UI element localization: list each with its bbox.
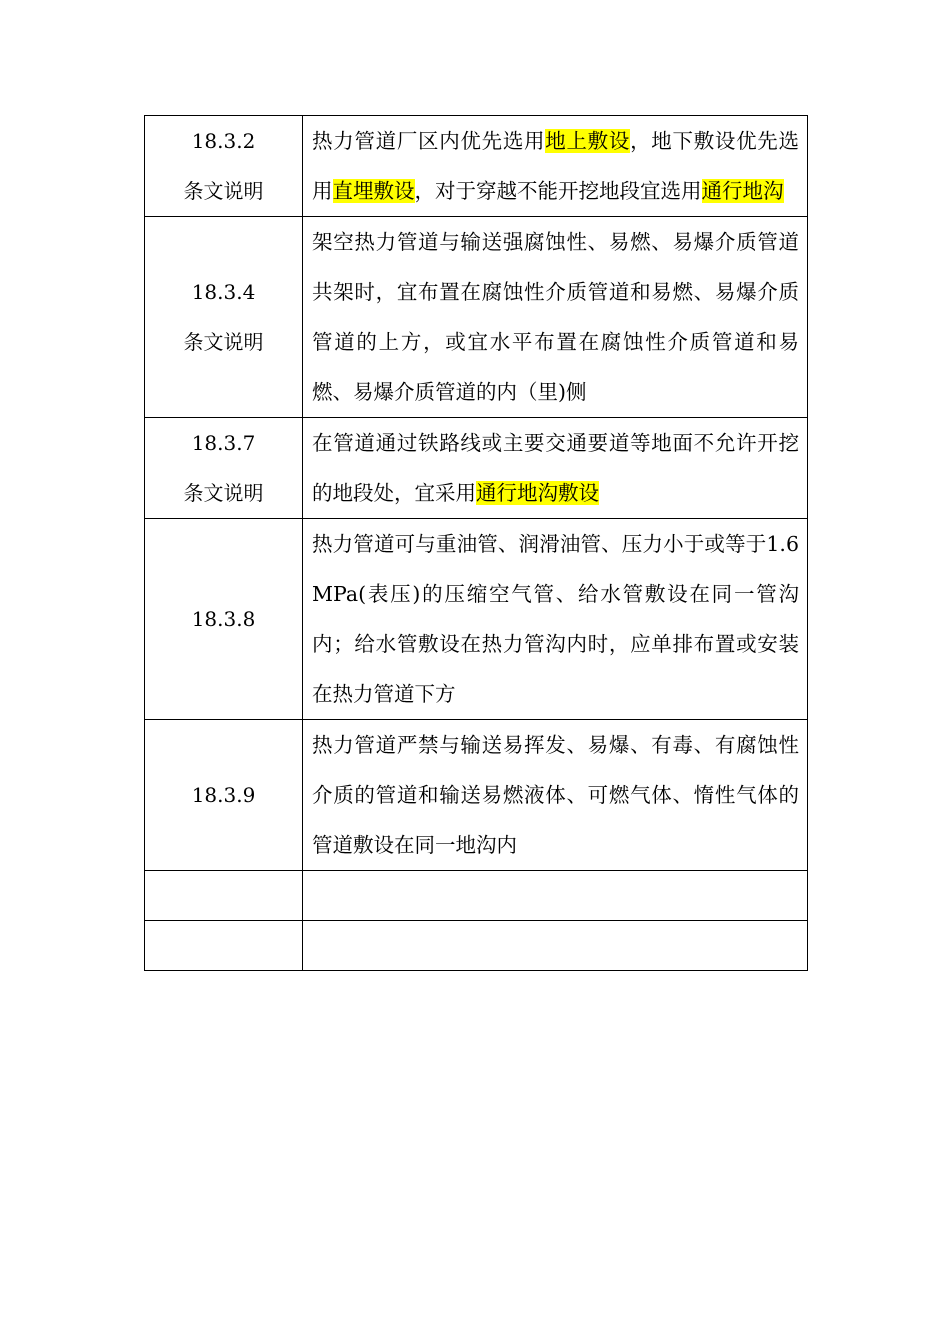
- specification-table: [144, 115, 808, 971]
- text-segment: 热力管道严禁与输送易挥发、易爆、有毒、有腐蚀性介质的管道和输送易燃液体、可燃气体、惰性气体的管道敷设在同一地沟内: [312, 733, 799, 857]
- text-segment: ，地下敷设优先选用: [312, 129, 800, 203]
- empty-cell: [303, 871, 808, 921]
- clause-number: 18.3.2: [191, 129, 256, 153]
- clause-note: 条文说明: [183, 179, 264, 203]
- table-row: [145, 720, 808, 871]
- highlighted-text: 通行地沟: [701, 179, 784, 203]
- clause-text: [303, 116, 808, 217]
- table-row: [145, 519, 808, 720]
- clause-note: 条文说明: [183, 481, 264, 505]
- text-segment: 在管道通过铁路线或主要交通要道等地面不允许开挖的地段处，宜采用: [312, 431, 799, 505]
- empty-cell: [145, 921, 303, 971]
- clause-cell: [145, 720, 303, 871]
- text-segment: 热力管道可与重油管、润滑油管、压力小于或等于1.6MPa(表压)的压缩空气管、给水管敷设在同一管沟内；给水管敷设在热力管沟内时，应单排布置或安装在热力管道下方: [312, 532, 799, 706]
- clause-cell: [145, 519, 303, 720]
- clause-cell: [145, 116, 303, 217]
- clause-number: 18.3.8: [191, 607, 256, 631]
- clause-text: [303, 217, 808, 418]
- clause-cell: [145, 217, 303, 418]
- empty-row: [145, 921, 808, 971]
- empty-cell: [303, 921, 808, 971]
- text-segment: ，对于穿越不能开挖地段宜选用: [414, 179, 702, 203]
- table-row: [145, 217, 808, 418]
- clause-text: [303, 720, 808, 871]
- clause-cell: [145, 418, 303, 519]
- clause-note: 条文说明: [183, 330, 264, 354]
- empty-row: [145, 871, 808, 921]
- clause-text: [303, 418, 808, 519]
- clause-number: 18.3.4: [191, 280, 256, 304]
- table-row: [145, 116, 808, 217]
- clause-number: 18.3.7: [191, 431, 256, 455]
- text-segment: 热力管道厂区内优先选用: [312, 129, 546, 153]
- empty-cell: [145, 871, 303, 921]
- highlighted-text: 直埋敷设: [332, 179, 415, 203]
- clause-number: 18.3.9: [191, 783, 256, 807]
- text-segment: 架空热力管道与输送强腐蚀性、易燃、易爆介质管道共架时，宜布置在腐蚀性介质管道和易燃、易爆介质管道的上方，或宜水平布置在腐蚀性介质管道和易燃、易爆介质管道的内（里)侧: [312, 230, 799, 404]
- table-row: [145, 418, 808, 519]
- highlighted-text: 通行地沟敷设: [476, 481, 599, 505]
- clause-text: [303, 519, 808, 720]
- highlighted-text: 地上敷设: [545, 129, 631, 153]
